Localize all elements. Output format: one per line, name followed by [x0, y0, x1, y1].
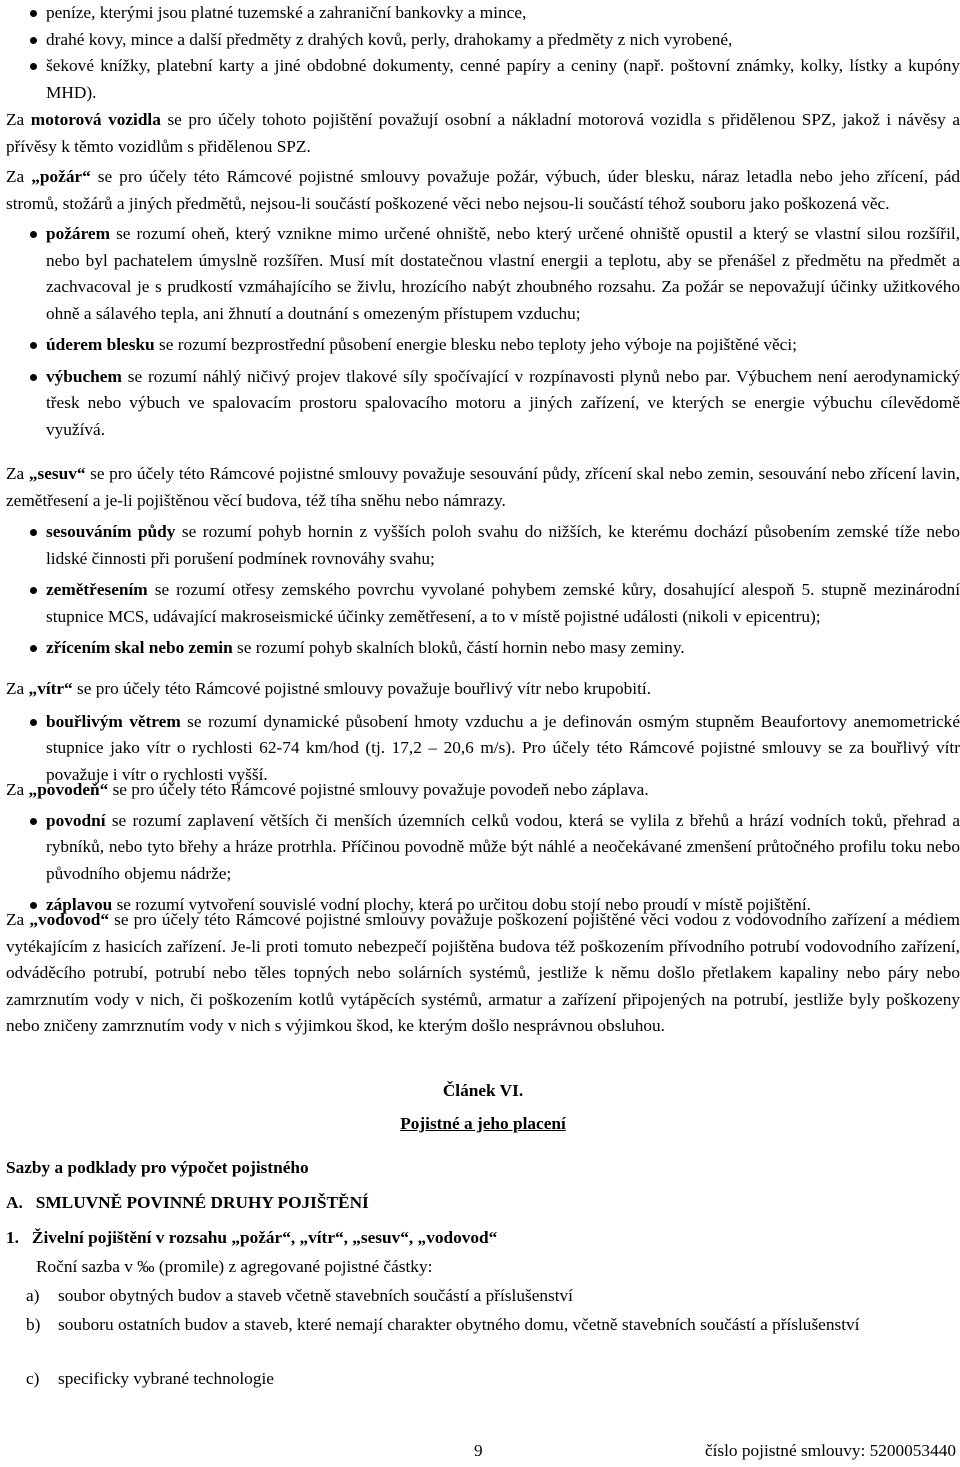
term-bold: „vítr“ [28, 679, 73, 698]
article-title: Pojistné a jeho placení [400, 1114, 566, 1133]
term-bold: „požár“ [31, 167, 91, 186]
water-paragraph: Za „vodovod“ se pro účely této Rámcové pojistné smlouvy považuje poškození pojištěné věci vodou z vodovodního zařízení a médiem vytékajícím z hasicích zařízení. Je-li proti tomuto nebezpečí pojištěna budova též poškozením přívodního potrubí vodovodního zařízení, odváděcího potrubí, potrubí nebo těles topných nebo solárních systémů, jestliže k němu došlo přetlakem kapaliny nebo páry nebo zamrznutím vody v nich, či poškozením kotlů vytápěcích systémů, armatur a zařízení připojených na potrubí, jestliže byly poškozeny nebo zničeny zamrznutím vody v nich s výjimkou škod, ke kterým došlo nesprávnou obsluhou. [6, 910, 960, 1035]
term-bold: „povodeň“ [28, 780, 109, 799]
motor-vehicles-paragraph: Za motorová vozidla se pro účely tohoto pojištění považují osobní a nákladní motorová vozidla s přidělenou SPZ, jakož i návěsy a přívěsy k těmto vozidlům s přidělenou SPZ. [6, 110, 960, 156]
annual-rate-text: Roční sazba v ‰ (promile) z agregované pojistné částky: [36, 1257, 433, 1276]
bullet-icon [30, 37, 37, 44]
term-bold: motorová vozidla [30, 110, 161, 129]
list-item: peníze, kterými jsou platné tuzemské a zahraniční bankovky a mince, [6, 0, 960, 27]
bullet-icon [30, 529, 37, 536]
valuables-list [6, 0, 960, 106]
fire-definition: Za „požár“ se pro účely této Rámcové pojistné smlouvy považuje požár, výbuch, úder blesku, náraz letadla nebo jeho zřícení, pád stromů, stožárů a jiných předmětů, nejsou-li součástí poškozené věci nebo nejsou-li součástí téhož souboru jako poškozená věc. [6, 167, 960, 213]
bullet-icon [30, 342, 37, 349]
list-item: požárem se rozumí oheň, který vznikne mimo určené ohniště, nebo který určené ohniště opustil a který se vlastní silou rozšířil, nebo byl pachatelem úmyslně rozšířen. Musí mít dostatečnou vlastní energii a teplotu, aby se přenášel z předmětu na předmět a zachvacoval je s prudkostí vzmáhajícího se živlu, hrozícího nabýt zhoubného rozsahu. Za požár se nepovažují účinky užitkového ohně a sálavého tepla, ani žhnutí a doutnání s omezeným přístupem vzduchu; [6, 221, 960, 327]
bullet-icon [30, 63, 37, 70]
list-item: sesouváním půdy se rozumí pohyb hornin z vyšších poloh svahu do nižších, ke kterému dochází působením zemské tíže nebo lidské činnosti při porušení podmínek rovnováhy svahu; [6, 519, 960, 572]
wind-definition: Za „vítr“ se pro účely této Rámcové pojistné smlouvy považuje bouřlivý vítr nebo krupobití. [6, 679, 652, 698]
contract-number: číslo pojistné smlouvy: 5200053440 [704, 1441, 956, 1460]
list-item: zemětřesením se rozumí otřesy zemského povrchu vyvolané pohybem zemské kůry, dosahující alespoň 5. stupně mezinárodní stupnice MCS, udávající makroseismické účinky zemětřesení, a to v místě pojistné události (nikoli v epicentru); [6, 577, 960, 630]
term-bold: „sesuv“ [28, 464, 86, 483]
list-item: úderem blesku se rozumí bezprostřední působení energie blesku nebo teploty jeho výboje na pojištěné věci; [6, 332, 960, 359]
rates-heading: Sazby a podklady pro výpočet pojistného [6, 1158, 309, 1177]
bullet-icon [30, 374, 37, 381]
page-number: 9 [474, 1441, 483, 1460]
landslide-definition: Za „sesuv“ se pro účely této Rámcové pojistné smlouvy považuje sesouvání půdy, zřícení skal nebo zemin, sesouvání nebo zřícení lavin, zemětřesení a je-li pojištěnou věcí budova, též tíha sněhu nebo námrazy. [6, 464, 960, 510]
item-1-heading: 1. Živelní pojištění v rozsahu „požár“, „vítr“, „sesuv“, „vodovod“ [6, 1228, 498, 1247]
fire-section [6, 164, 960, 443]
bullet-icon [30, 587, 37, 594]
list-item: výbuchem se rozumí náhlý ničivý projev tlakové síly spočívající v rozpínavosti plynů nebo par. Výbuchem není aerodynamický třesk nebo výbuch ve spalovacím prostoru spalovacího motoru a jiných zařízení, ve kterých se energie výbuchu cílevědomě využívá. [6, 364, 960, 444]
term-bold: „vodovod“ [29, 910, 110, 929]
list-item: drahé kovy, mince a další předměty z drahých kovů, perly, drahokamy a předměty z nich vyrobené, [6, 27, 960, 54]
bullet-icon [30, 818, 37, 825]
wind-section [6, 676, 960, 788]
bullet-icon [30, 645, 37, 652]
flood-section [6, 777, 960, 919]
article-number: Článek VI. [442, 1081, 524, 1100]
landslide-section [6, 461, 960, 662]
bullet-icon [30, 231, 37, 238]
list-item: povodní se rozumí zaplavení větších či menších územních celků vodou, která se vylila z břehů a hrází vodních toků, přehrad a rybníků, nebo tyto břehy a hráze protrhla. Příčinou povodně může být náhlé a neočekávané zmenšení průtočného profilu toku nebo původního objemu nádrže; [6, 808, 960, 888]
list-item: šekové knížky, platební karty a jiné obdobné dokumenty, cenné papíry a ceniny (např. poštovní známky, kolky, lístky a kupóny MHD). [6, 53, 960, 106]
list-item: záplavou se rozumí vytvoření souvislé vodní plochy, která po určitou dobu stojí nebo proudí v místě pojištění. [6, 892, 960, 919]
list-item: bouřlivým větrem se rozumí dynamické působení hmoty vzduchu a je definován osmým stupněm Beaufortovy anemometrické stupnice jako vítr o rychlosti 62-74 km/hod (tj. 17,2 – 20,6 m/s). Pro účely této Rámcové pojistné smlouvy se za bouřlivý vítr považuje i vítr o rychlosti vyšší. [6, 709, 960, 789]
flood-definition: Za „povodeň“ se pro účely této Rámcové pojistné smlouvy považuje povodeň nebo záplava. [6, 780, 649, 799]
bullet-icon [30, 10, 37, 17]
section-a-heading: A. SMLUVNĚ POVINNÉ DRUHY POJIŠTĚNÍ [6, 1193, 369, 1212]
list-item: zřícením skal nebo zemin se rozumí pohyb skalních bloků, částí hornin nebo masy zeminy. [6, 635, 960, 662]
bullet-icon [30, 719, 37, 726]
